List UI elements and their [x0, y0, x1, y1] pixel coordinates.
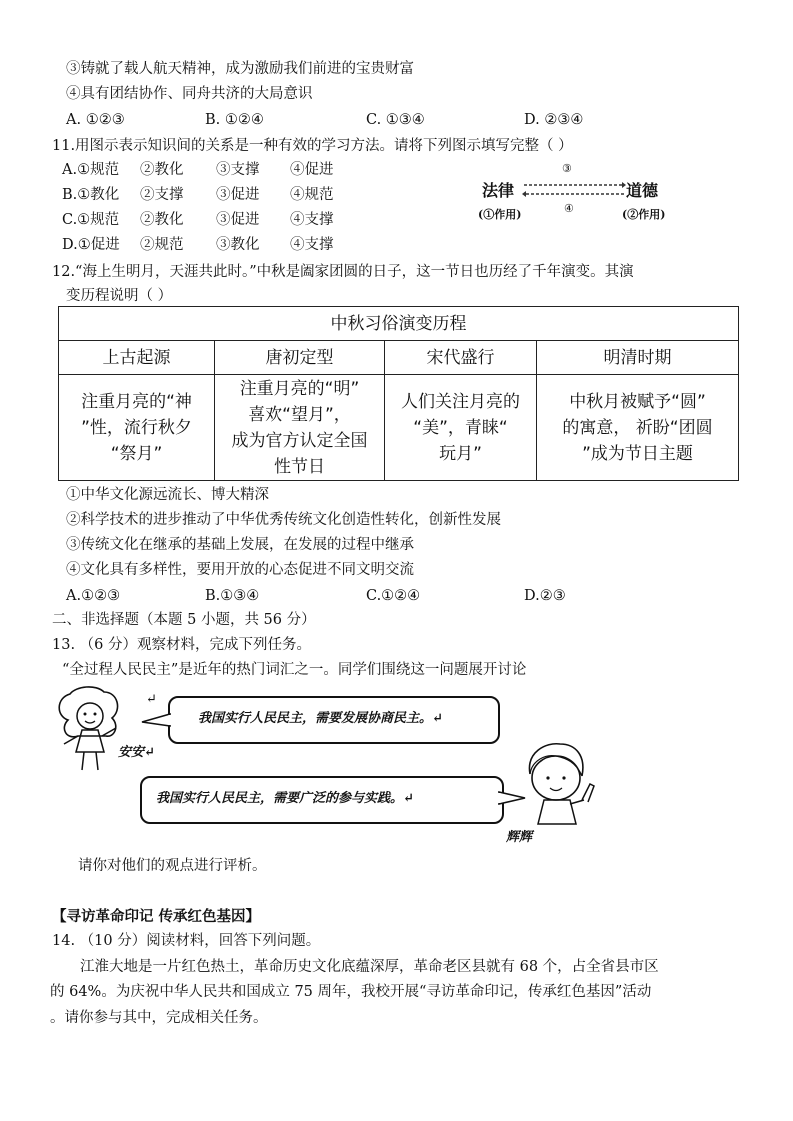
diagram-arrows — [522, 180, 626, 200]
q12-statement-2: ②科学技术的进步推动了中华优秀传统文化创造性转化，创新性发展 — [66, 512, 501, 528]
table-cell: 注重月亮的“神 ”性，流行秋夕 “祭月” — [59, 375, 215, 481]
table-header: 明清时期 — [537, 341, 739, 375]
q12-stem-line2: 变历程说明（ ） — [66, 288, 173, 304]
speech-bubble-1 — [168, 696, 500, 744]
q11-stem: 11.用图示表示知识间的关系是一种有效的学习方法。请将下列图示填写完整（ ） — [52, 138, 573, 154]
option-line-3: ③铸就了载人航天精神，成为激励我们前进的宝贵财富 — [66, 61, 414, 77]
speaker-2-name: 辉辉 — [506, 830, 533, 845]
q11-option-c-4: ④支撑 — [290, 212, 334, 228]
q14-paragraph-line1: 江淮大地是一片红色热土，革命历史文化底蕴深厚，革命老区县就有 68 个，占全省县市区 — [80, 959, 659, 975]
q10-option-b: B. ①②④ — [205, 112, 264, 128]
q11-option-d-4: ④支撑 — [290, 237, 334, 253]
q12-option-b: B.①③④ — [205, 588, 260, 604]
diagram-left-caption: (①作用) — [478, 208, 522, 221]
q12-stem-line1: 12.“海上生明月，天涯共此时。”中秋是阖家团圆的日子，这一节日也历经了千年演变。其演 — [52, 264, 634, 280]
q12-option-d: D.②③ — [524, 588, 566, 604]
q11-option-a-3: ③支撑 — [216, 162, 260, 178]
q11-option-b-4: ④规范 — [290, 187, 334, 203]
q13-intro: “全过程人民民主”是近年的热门词汇之一。同学们围绕这一问题展开讨论 — [62, 662, 527, 678]
q12-statement-4: ④文化具有多样性，要用开放的心态促进不同文明交流 — [66, 562, 414, 578]
table-cell: 人们关注月亮的 “美”，青睐“ 玩月” — [385, 375, 537, 481]
q11-option-d-3: ③教化 — [216, 237, 260, 253]
bubble-1-tail — [140, 712, 172, 728]
q11-option-d-2: ②规范 — [140, 237, 184, 253]
q12-option-a: A.①②③ — [66, 588, 121, 604]
q11-option-c-2: ②教化 — [140, 212, 184, 228]
table-header: 上古起源 — [59, 341, 215, 375]
q14-paragraph-line3: 。请你参与其中，完成相关任务。 — [50, 1010, 268, 1026]
q12-option-c: C.①②④ — [366, 588, 421, 604]
diagram-law-label: 法律 — [482, 181, 515, 200]
q11-option-a-1: A.①规范 — [62, 162, 120, 178]
q11-option-c-3: ③促进 — [216, 212, 260, 228]
section-banner: 【寻访革命印记 传承红色基因】 — [52, 908, 261, 925]
q10-option-d: D. ②③④ — [524, 112, 584, 128]
bubble-1-return-mark: ↵ — [146, 692, 157, 707]
q11-option-b-3: ③促进 — [216, 187, 260, 203]
q12-statement-1: ①中华文化源远流长、博大精深 — [66, 487, 269, 503]
q10-option-a: A. ①②③ — [66, 112, 125, 128]
q11-option-a-4: ④促进 — [290, 162, 334, 178]
q13-stem: 13. （6 分）观察材料，完成下列任务。 — [52, 637, 312, 653]
q12-statement-3: ③传统文化在继承的基础上发展，在发展的过程中继承 — [66, 537, 414, 553]
section-2-heading: 二、非选择题（本题 5 小题，共 56 分） — [52, 612, 316, 628]
speech-bubble-2 — [140, 776, 504, 824]
diagram-top-number: ③ — [562, 162, 572, 175]
boy-figure — [516, 740, 602, 826]
q11-option-b-1: B.①教化 — [62, 187, 120, 203]
table-cell: 注重月亮的“明” 喜欢“望月”， 成为官方认定全国 性节日 — [215, 375, 385, 481]
option-line-4: ④具有团结协作、同舟共济的大局意识 — [66, 86, 313, 102]
table-title: 中秋习俗演变历程 — [59, 307, 739, 341]
table-header: 宋代盛行 — [385, 341, 537, 375]
speech-bubble-1-text: 我国实行人民民主，需要发展协商民主。↵ — [198, 711, 443, 726]
q11-option-c-1: C.①规范 — [62, 212, 120, 228]
q14-paragraph-line2: 的 64%。为庆祝中华人民共和国成立 75 周年，我校开展“寻访革命印记，传承红色基因”活动 — [50, 984, 652, 1000]
diagram-right-caption: (②作用) — [622, 208, 666, 221]
diagram-morality-label: 道德 — [626, 181, 659, 200]
law-morality-diagram — [478, 162, 678, 224]
q11-option-a-2: ②教化 — [140, 162, 184, 178]
q13-task: 请你对他们的观点进行评析。 — [78, 858, 267, 874]
diagram-bottom-number: ④ — [564, 202, 574, 215]
mid-autumn-table — [58, 306, 739, 481]
q14-stem: 14. （10 分）阅读材料，回答下列问题。 — [52, 933, 321, 949]
speaker-1-name: 安安↵ — [118, 745, 155, 760]
speech-bubble-2-text: 我国实行人民民主，需要广泛的参与实践。↵ — [156, 791, 414, 806]
girl-figure — [50, 686, 134, 774]
q11-option-b-2: ②支撑 — [140, 187, 184, 203]
q11-option-d-1: D.①促进 — [62, 237, 120, 253]
table-header: 唐初定型 — [215, 341, 385, 375]
table-cell: 中秋月被赋予“圆” 的寓意， 祈盼“团圆 ”成为节日主题 — [537, 375, 739, 481]
q10-option-c: C. ①③④ — [366, 112, 425, 128]
